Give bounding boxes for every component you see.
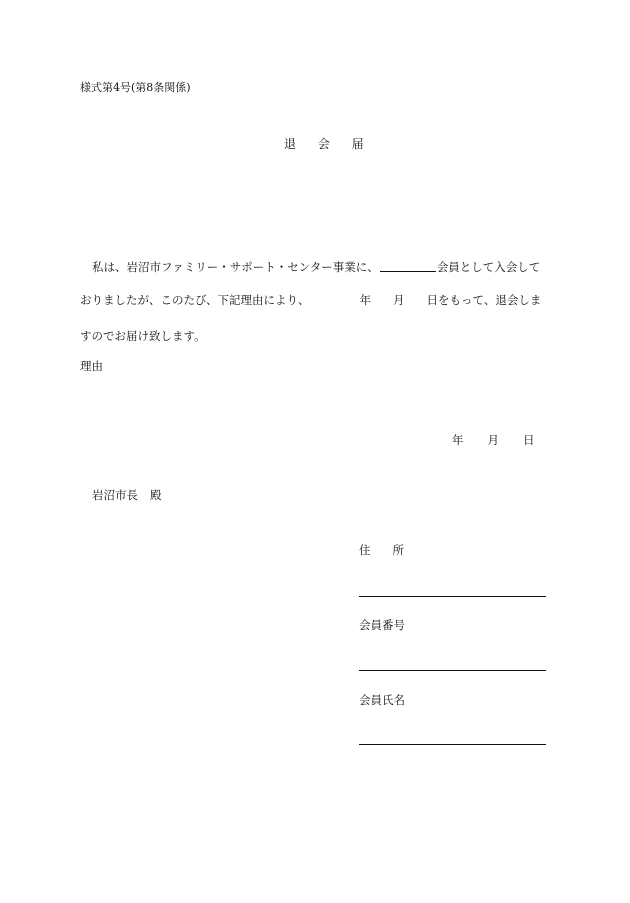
member-name-field-line[interactable] bbox=[359, 744, 546, 745]
date-month-label: 月 bbox=[487, 433, 499, 447]
member-type-blank[interactable] bbox=[380, 260, 436, 272]
member-number-field-line[interactable] bbox=[359, 670, 546, 671]
address-field-line[interactable] bbox=[359, 596, 546, 597]
statement-line-1 bbox=[80, 260, 540, 274]
statement-text: おりましたが、このたび、下記理由により、 bbox=[80, 293, 310, 307]
date-day-label: 日 bbox=[523, 433, 535, 447]
addressee-name: 岩沼市長 bbox=[92, 488, 138, 502]
address-label-char-1: 住 bbox=[359, 543, 371, 557]
withdrawal-year-label: 年 bbox=[359, 293, 372, 307]
addressee-honorific: 殿 bbox=[150, 488, 162, 502]
member-name-label: 会員氏名 bbox=[359, 693, 405, 707]
statement-line-3: すのでお届け致します。 bbox=[80, 329, 206, 343]
date-year-label: 年 bbox=[452, 433, 464, 447]
address-label-char-2: 所 bbox=[392, 543, 404, 557]
addressee bbox=[92, 490, 162, 502]
page-title: 退 会 届 bbox=[284, 137, 373, 151]
withdrawal-month-label: 月 bbox=[393, 293, 405, 307]
statement-text: 会員として入会して bbox=[436, 260, 541, 274]
reason-label: 理由 bbox=[80, 359, 103, 373]
submission-date bbox=[452, 435, 535, 447]
form-number: 様式第4号(第8条関係) bbox=[80, 81, 191, 94]
member-number-label: 会員番号 bbox=[359, 618, 405, 632]
statement-text: 日をもって、退会しま bbox=[426, 293, 542, 307]
address-label bbox=[359, 545, 404, 557]
statement-text: 私は、岩沼市ファミリー・サポート・センター事業に、 bbox=[92, 260, 379, 274]
statement-line-2 bbox=[80, 295, 541, 307]
